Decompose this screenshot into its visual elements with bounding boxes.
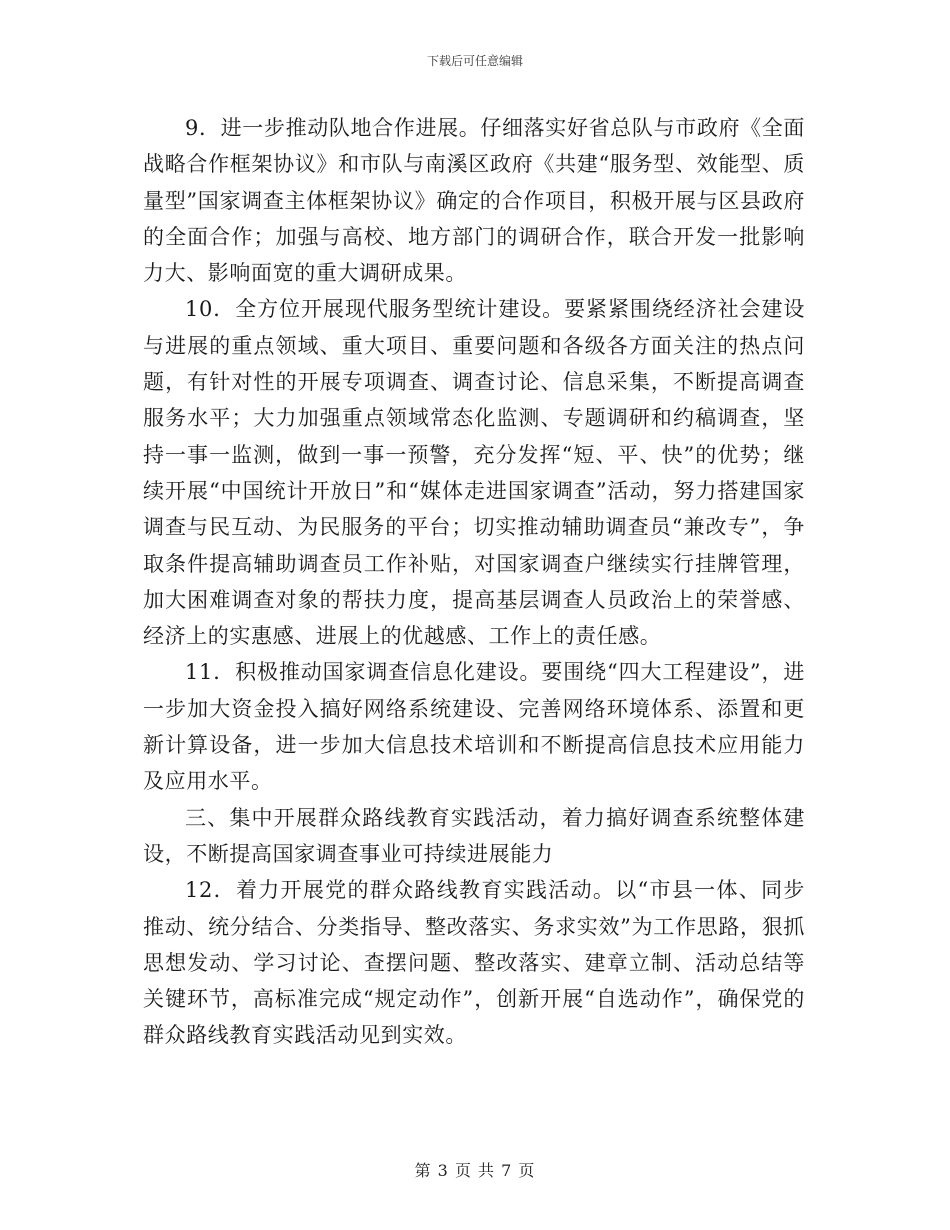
section-heading-3: 三、集中开展群众路线教育实践活动，着力搞好调查系统整体建设，不断提高国家调查事业可持续进展能力 bbox=[143, 805, 805, 866]
paragraph-10: 10．全方位开展现代服务型统计建设。要紧紧围绕经济社会建设与进展的重点领域、重大项目、重要问题和各级各方面关注的热点问题，有针对性的开展专项调查、调查讨论、信息采集，不断提高调查服务水平；大力加强重点领域常态化监测、专题调研和约稿调查，坚持一事一监测，做到一事一预警，充分发挥“短、平、快”的优势；继续开展“中国统计开放日”和“媒体走进国家调查”活动，努力搭建国家调查与民互动、为民服务的平台；切实推动辅助调查员“兼改专”，争取条件提高辅助调查员工作补贴，对国家调查户继续实行挂牌管理，加大困难调查对象的帮扶力度，提高基层调查人员政治上的荣誉感、经济上的实惠感、进展上的优越感、工作上的责任感。 bbox=[143, 297, 805, 649]
paragraph-12: 12．着力开展党的群众路线教育实践活动。以“市县一体、同步推动、统分结合、分类指导、整改落实、务求实效”为工作思路，狠抓思想发动、学习讨论、查摆问题、整改落实、建章立制、活动总结等关键环节，高标准完成“规定动作”，创新开展“自选动作”，确保党的群众路线教育实践活动见到实效。 bbox=[143, 878, 805, 1048]
page-header: 下载后可任意编辑 bbox=[426, 54, 523, 68]
page-number: 第 3 页 共 7 页 bbox=[414, 1161, 536, 1180]
document-body bbox=[143, 110, 805, 1054]
paragraph-11: 11．积极推动国家调查信息化建设。要围绕“四大工程建设”，进一步加大资金投入搞好网络系统建设、完善网络环境体系、添置和更新计算设备，进一步加大信息技术培训和不断提高信息技术应用能力及应用水平。 bbox=[143, 660, 805, 794]
paragraph-9: 9．进一步推动队地合作进展。仔细落实好省总队与市政府《全面战略合作框架协议》和市队与南溪区政府《共建“服务型、效能型、质量型”国家调查主体框架协议》确定的合作项目，积极开展与区县政府的全面合作；加强与高校、地方部门的调研合作，联合开发一批影响力大、影响面宽的重大调研成果。 bbox=[143, 116, 805, 286]
